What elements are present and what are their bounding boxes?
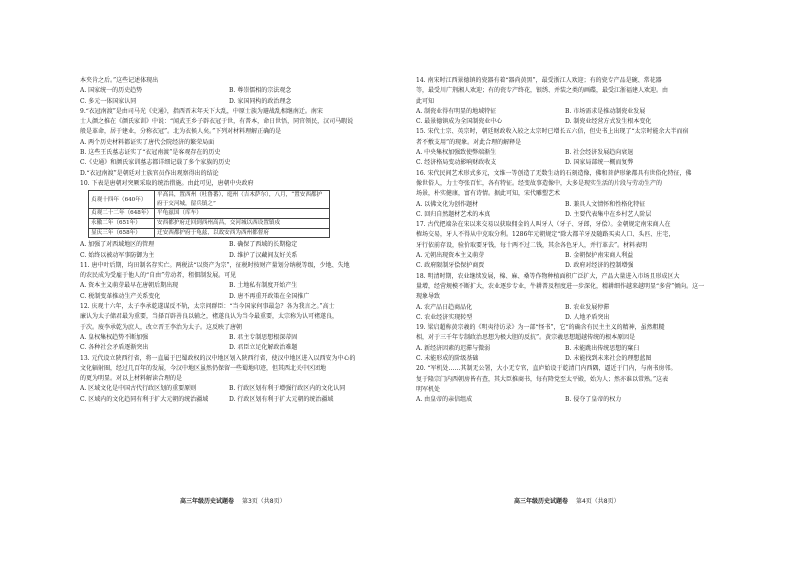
q14-options-row-1	[416, 107, 714, 117]
q11-options-row-1	[80, 281, 378, 291]
table-cell-event: 安西都护府迁回到西州高昌，交河城以西设置镇戍	[155, 219, 330, 229]
q18-stem-line-2: 量增，经营规模不断扩大，农业逐步专业，牛耕普及程度进一步深化，精耕细作越来越明显“多营”倾向。这一	[416, 282, 705, 290]
q8-option-a: A. 国家统一的历史趋势	[80, 87, 143, 95]
q14-stem-line-2: 等，最受川广荆湘人欢迎；有的瓷专产终花，银绣、并装之类的画碟，最受江浙福建人欢迎。由	[416, 87, 669, 95]
q9-stem-line-1: 9.“衣冠南渡”是由司马光《史通》，指西晋末年天下大乱，中原士族为避战乱相继南迁。南宋	[80, 107, 323, 115]
q18-option-c: C. 农业经济实现转型	[416, 313, 473, 321]
q17-option-b: B. 金朝保护南宋商人利益	[565, 252, 634, 260]
q17-stem-line-1: 17. 古代把端杂在宋以来交易以获取佣金的人叫牙人（牙子、牙郎，牙侩）。金朝规定南宋商人在	[416, 221, 671, 229]
q9-option-d: D.“衣冠南渡”是朝廷对士族官员作出观察得出的结论	[80, 169, 219, 177]
q15-option-b: B. 社会经济发展趋向衰退	[565, 149, 634, 157]
q20-stem-line-1: 20. “军机处……其制无公署，大小无专官，直庐始设于乾清门内西隅，逼近于门内，与南书房邻。	[416, 365, 677, 373]
q9-option-c: C.《史通》和颜氏家训墓志都详细记载了多个家族的历史	[80, 159, 231, 167]
q16-options-row-2	[416, 210, 714, 220]
q11-option-b: B. 土地私有制度开始产生	[229, 282, 298, 290]
q18-stem-line-1: 18. 明清时期，农业继续发展，棉、麻、桑等作物种植面积广泛扩大，产品大量进入市场且形成区大	[416, 272, 680, 280]
table-row	[89, 191, 330, 209]
q18-options-row-1	[416, 303, 714, 313]
q12-stem-line-3: 于次。废李承乾为庶人，改立晋王李治为太子。这反映了唐朝	[80, 323, 243, 331]
q18-stem-line-3: 现象导致	[416, 293, 441, 301]
q8-option-c: C. 多元一体国家认同	[80, 97, 137, 105]
q13-stem-line-2: 文化辐射圈，经过几百年的发展，今汉中地区虽然仍保留一些蜀地印迹，但其西北关中区团地	[80, 364, 327, 372]
q19-option-d: D. 未能找到未来社会的理想蓝图	[565, 355, 652, 363]
q14-options-row-2	[416, 117, 714, 127]
q16-option-a: A. 以佛文化为创作题材	[416, 200, 479, 208]
q8-options-row-1	[80, 86, 378, 96]
q8-option-b: B. 尊崇儒相的宗法观念	[229, 87, 292, 95]
q11-option-c: C. 税制变革推动生产关系变化	[80, 292, 161, 300]
q11-option-a: A. 资本主义萌芽最早在唐朝后期出现	[80, 282, 179, 290]
q13-stem-line-3: 的更为明显。对以上材料解读合理的是	[80, 375, 183, 383]
q13-options-row-1	[80, 384, 378, 394]
q12-stem-line-1: 12. 庆观十六年，太子李承乾遂谋反不轨，太宗问群臣：“当今国家何事最急？各为我言之。”高士	[80, 303, 335, 311]
q18-options-row-2	[416, 313, 714, 323]
right-page-footer	[514, 496, 620, 505]
q9-stem-line-2: 士人颜之推在《颜氏家训》中说：“闻武王乡子辟衣冠于世，有普本，命日世悟，同官领民，汉司马暇说	[80, 118, 354, 126]
q11-options-row-2	[80, 292, 378, 302]
q14-stem-line-1: 14. 南宋时江西景德镇的瓷器有着“器尚黄黑”，最受浙江人欢迎；有的瓷专产品是碗、常花器	[416, 77, 662, 84]
q19-option-a: A. 新经济因素的迟滞与微弱	[416, 344, 491, 352]
q15-options-row-2	[416, 158, 714, 168]
q10-table	[88, 190, 330, 238]
q12-options-row-2	[80, 343, 378, 353]
footer-page-number: 第4页（共8页）	[575, 498, 620, 505]
q15-stem-line-2: 者不敷支用”的现象。对此合理的解释是	[416, 138, 522, 146]
q19-option-c: C. 未能形成的阶级基础	[416, 355, 479, 363]
q16-options-row-1	[416, 200, 714, 210]
q13-stem-line-1: 13. 元代设立陕西行省，将一直属于巴蜀政权的汉中地区划入陕西行省，使汉中地区进入以西安为中心的	[80, 354, 356, 362]
q20-options-row-1	[416, 395, 714, 405]
table-cell-event: 迁安西都护府于龟兹，以故安西为西州都督府	[155, 228, 330, 238]
q15-option-d: D. 国家局部统一概而复弊	[565, 159, 634, 167]
q14-option-b: B. 市场需求是推动制瓷业发展	[565, 107, 646, 115]
q10-option-c: C. 始终以被动军事防御为主	[80, 251, 155, 259]
q10-stem: 10. 下表是唐朝对突厥采取的统治措施。由此可见，唐朝中央政府	[80, 179, 254, 187]
table-cell-year: 显庆三年（658年）	[89, 228, 155, 238]
table-row	[89, 228, 330, 238]
right-page-column	[416, 76, 714, 406]
q19-stem-line-2: 相，对于三千年专制政治思想为极大胆的反抗”。黄宗羲思想超越传统的根本原因是	[416, 334, 636, 342]
left-line-1: 本夹肯之后。”这些记述体现出	[80, 77, 159, 84]
q16-stem-line-3: 场景，朴实健康，富有诗情。据此可知，宋代雕塑艺术	[416, 190, 561, 198]
footer-page-number: 第3页（共8页）	[241, 498, 286, 505]
q17-stem-line-2: 榷场交易，牙人不得从中克取分利。1286年元朝规定“除大都羊牙及随路买卖人口、头匹、庄宅，	[416, 231, 675, 239]
q14-option-a: A. 制瓷业得有明显的地域特征	[416, 107, 497, 115]
q13-option-c: C. 区域内的文化趋同有利于扩大元朝的统治疆域	[80, 395, 209, 403]
q10-options-row-2	[80, 251, 378, 261]
table-cell-year: 永徽二年（651年）	[89, 219, 155, 229]
table-cell-event: 平高昌，置西州（吐鲁番），庭州（吉木萨尔），八月，“置安西都护府于交河城，留兵镇之”	[155, 191, 330, 209]
table-cell-year: 贞观十四年（640年）	[89, 191, 155, 209]
footer-title: 高三年级历史试题卷	[180, 498, 235, 505]
q11-option-d: D. 唐不再重开政策在全国推广	[229, 292, 310, 300]
q18-option-a: A. 农产品日趋商品化	[416, 303, 473, 311]
q18-option-b: B. 农业发展停滞	[565, 303, 610, 311]
q12-stem-line-2: 廉认为太子储君最为重要，当择百辟善良以辅之，褚遂良认为当今最重要，太宗称为认可褚遂良，	[80, 313, 339, 321]
q20-stem-line-3: 明军机处	[416, 385, 441, 393]
q19-stem-line-1: 19. 梁启超称黄宗羲的《明夷待访录》为一部“怪书”，它“的确含有民主主义的精神，虽然粗糙	[416, 324, 665, 332]
q17-options-row-1	[416, 251, 714, 261]
q12-option-b: B. 君主专制思想根深蒂固	[229, 333, 298, 341]
q14-option-c: C. 最景德镇成为全国制瓷业中心	[416, 118, 503, 126]
q20-option-b: B. 侵夺了皇帝的权力	[565, 396, 622, 404]
q16-stem-line-1: 16. 宋代民间艺术形式多元，文维一等创造了无数生动的石刻造像，佛和菩萨形象都具有世俗化特征，佛	[416, 169, 692, 177]
q16-option-b: B. 兼具人文情怀和性格化特征	[565, 200, 646, 208]
q17-option-d: D. 政府对经济的控制增强	[565, 262, 634, 270]
q11-stem-line-1: 11. 唐中叶后期，均田制名存实亡。两税法“以资产为宗”，征税时按财产量划分纳税等级，少地、失地	[80, 261, 350, 269]
q17-option-a: A. 元朝出现资本主义萌芽	[416, 252, 485, 260]
q12-options-row-1	[80, 333, 378, 343]
q12-option-a: A. 皇权集权趋势不断加强	[80, 333, 149, 341]
table-row	[89, 219, 330, 229]
q19-options-row-2	[416, 354, 714, 364]
left-page-footer	[180, 496, 286, 505]
q20-stem-line-2: 复于隆宗门内西朝房皆有查，其大臣推商书，每有降党至太平殿，始为人；然亦谁以常熟。”这表	[416, 375, 669, 383]
q12-option-c: C. 各种社会矛盾逐渐突出	[80, 344, 149, 352]
q10-options-row-1	[80, 240, 378, 250]
q9-stem-line-3: 般是革命，居于建业，分称衣冠”。北为衣候人矣。”下列对材料理解正确的是	[80, 128, 282, 136]
q16-option-d: D. 主要代表集中在乡村艺人阶层	[565, 210, 652, 218]
q8-options-row-2	[80, 97, 378, 107]
q10-option-a: A. 加强了对西域地区的管理	[80, 241, 155, 249]
q19-options-row-1	[416, 344, 714, 354]
q15-options-row-1	[416, 148, 714, 158]
footer-title: 高三年级历史试题卷	[514, 498, 569, 505]
q17-options-row-2	[416, 261, 714, 271]
q13-options-row-2	[80, 395, 378, 405]
table-row	[89, 209, 330, 219]
q14-option-d: D. 制瓷业经营方式发生根本变化	[565, 118, 652, 126]
q10-option-b: B. 确保了西域的长期稳定	[229, 241, 298, 249]
q10-option-d: D. 维护了汉藏间友好关系	[229, 251, 298, 259]
q16-stem-line-2: 像世俗人，力士夸张百忙，各有特征。经变故事造像中，大多是现实生活的片段与劳动生产的	[416, 179, 663, 187]
q12-option-d: D. 君臣立足化解政治难题	[229, 344, 298, 352]
q11-stem-line-2: 的农民成为受雇于他人的“自由”劳动者，租佃制发展。可见	[80, 272, 237, 280]
q17-option-c: C. 政府限制牙侩保护商贾	[416, 262, 485, 270]
table-cell-event: 平龟兹国（库车）	[155, 209, 330, 219]
q19-option-b: B. 未能跳出传统思想的窠臼	[565, 344, 640, 352]
q8-option-d: D. 家国同构的政治理念	[229, 97, 292, 105]
q14-stem-line-3: 此可知	[416, 97, 435, 105]
q16-option-c: C. 回归自然题材艺术的本真	[416, 210, 491, 218]
q15-option-c: C. 经济格局变动影响财政收支	[416, 159, 497, 167]
q9-option-b: B. 这些王氏墓志证实了“衣冠南渡”是客观存在的历史	[80, 149, 221, 157]
q20-option-a: A. 由皇帝的亲信组成	[416, 396, 473, 404]
q15-option-a: A. 中央集权加强致使弊端渐生	[416, 149, 497, 157]
table-cell-year: 贞观二十二年（648年）	[89, 209, 155, 219]
q18-option-d: D. 人地矛盾突出	[565, 313, 610, 321]
q13-option-d: D. 行政区划有利于扩大元朝的统治疆域	[229, 395, 334, 403]
left-page-column	[80, 76, 378, 405]
q13-option-b: B. 行政区划有利于增强行政区内的文化认同	[229, 385, 346, 393]
q15-stem-line-1: 15. 宋代士宗、英宗时，朝廷财政收入较之太宗时已增长五六倍，但史书上出现了“太宗时能余大半而宿	[416, 128, 689, 136]
q9-option-a: A. 两个历史材料都证实了唐代会院经济的繁荣局面	[80, 138, 215, 146]
q17-stem-line-3: 牙行依前存设，验价取要牙钱，每十两不过二钱，其余各色牙人，并行革去”。材料表明	[416, 241, 648, 249]
q13-option-a: A. 区域文化是中国古代行政区划的重要原则	[80, 385, 197, 393]
